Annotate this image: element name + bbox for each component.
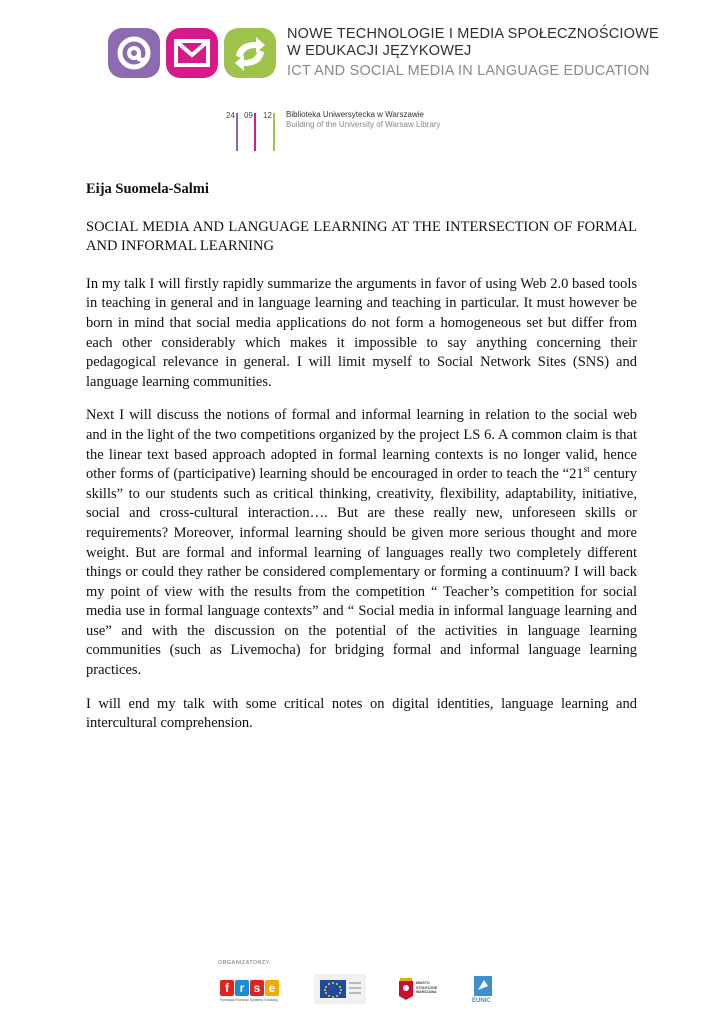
frse-letter: r (235, 980, 249, 996)
warsaw-caption-line: STOŁECZNE (416, 985, 438, 990)
paragraph-2 (86, 406, 637, 680)
organizers-label: ORGANIZATORZY: (218, 960, 272, 966)
superscript-st: st (583, 464, 590, 475)
eunic-label: EUNIC (472, 998, 491, 1004)
date-divider (236, 113, 238, 151)
venue-english: Building of the University of Warsaw Library (286, 120, 441, 129)
warsaw-city-logo (398, 978, 444, 1004)
warsaw-coat-of-arms-icon (398, 978, 414, 1000)
author-name: Eija Suomela-Salmi (86, 181, 209, 197)
frse-logo (220, 980, 284, 1006)
venue-polish: Biblioteka Uniwersytecka w Warszawie (286, 110, 424, 119)
eunic-icon (472, 976, 496, 998)
title-polish-line-1: NOWE TECHNOLOGIE I MEDIA SPOŁECZNOŚCIOWE (287, 26, 659, 42)
paragraph-3: I will end my talk with some critical notes on digital identities, language learning and intercultural comprehension. (86, 695, 637, 732)
date-divider (273, 113, 275, 151)
date-day: 24 (226, 111, 235, 120)
frse-letter: f (220, 980, 234, 996)
warsaw-caption-line: MIASTO (416, 981, 430, 985)
organizers-footer (218, 960, 518, 1010)
paragraph-2-part-2: century skills” to our students such as critical thinking, creativity, flexibility, adaptability, initiative, social and cross-cultural interaction…. But are these really new, unforeseen skills or requirements? Moreover, informal learning should be given more serious thought and more weight. But are formal and informal learning of languages really two completely different things or could they rather be considered complementary or forming a continuum? I will back my point of view with the results from the competition “ Teacher’s competition for social media use in formal language contexts” and “ Social media in informal language learning and use” and with the discussion on the potential of the activities in language learning communities (such as Livemocha) for bridging formal and informal language learning practices. (86, 466, 637, 679)
date-month: 09 (244, 111, 253, 120)
paragraph-1: In my talk I will firstly rapidly summarize the arguments in favor of using Web 2.0 based tools in teaching in general and in language learning and teaching in particular. It must however be born in mind that social media applications do not form a homogeneous set but differ from each other considerably which makes it impossible to say anything concerning their pedagogical relevance in general. I will limit myself to Social Network Sites (SNS) and language learning communities. (86, 275, 637, 390)
retweet-arrows-icon (224, 28, 276, 78)
frse-letter: e (265, 980, 279, 996)
abstract (86, 180, 637, 748)
warsaw-caption-line: WARSZAWA (416, 990, 437, 994)
date-year: 12 (263, 111, 272, 120)
title-polish-line-2: W EDUKACJI JĘZYKOWEJ (287, 43, 472, 59)
date-divider (254, 113, 256, 151)
warsaw-caption (416, 981, 437, 995)
frse-letter: s (250, 980, 264, 996)
conference-title (287, 26, 659, 81)
paragraph-2-part-1: Next I will discuss the notions of formal and informal learning in relation to the social web and in the light of the two competitions organized by the project LS 6. A common claim is that the linear text based approach adopted in formal learning contexts is no longer valid, hence other forms of (participative) learning should be encouraged in order to teach the “21 (86, 407, 637, 483)
eu-flag-logo (314, 974, 366, 1004)
eunic-logo (472, 976, 496, 1008)
at-sign-icon (108, 28, 160, 78)
conference-logo (108, 26, 278, 80)
venue (286, 110, 440, 130)
title-english: ICT AND SOCIAL MEDIA IN LANGUAGE EDUCATION (287, 63, 650, 79)
talk-title: SOCIAL MEDIA AND LANGUAGE LEARNING AT THE INTERSECTION OF FORMAL AND INFORMAL LEARNING (86, 218, 637, 255)
frse-caption: Fundacja Rozwoju Systemu Edukacji (220, 998, 278, 1002)
